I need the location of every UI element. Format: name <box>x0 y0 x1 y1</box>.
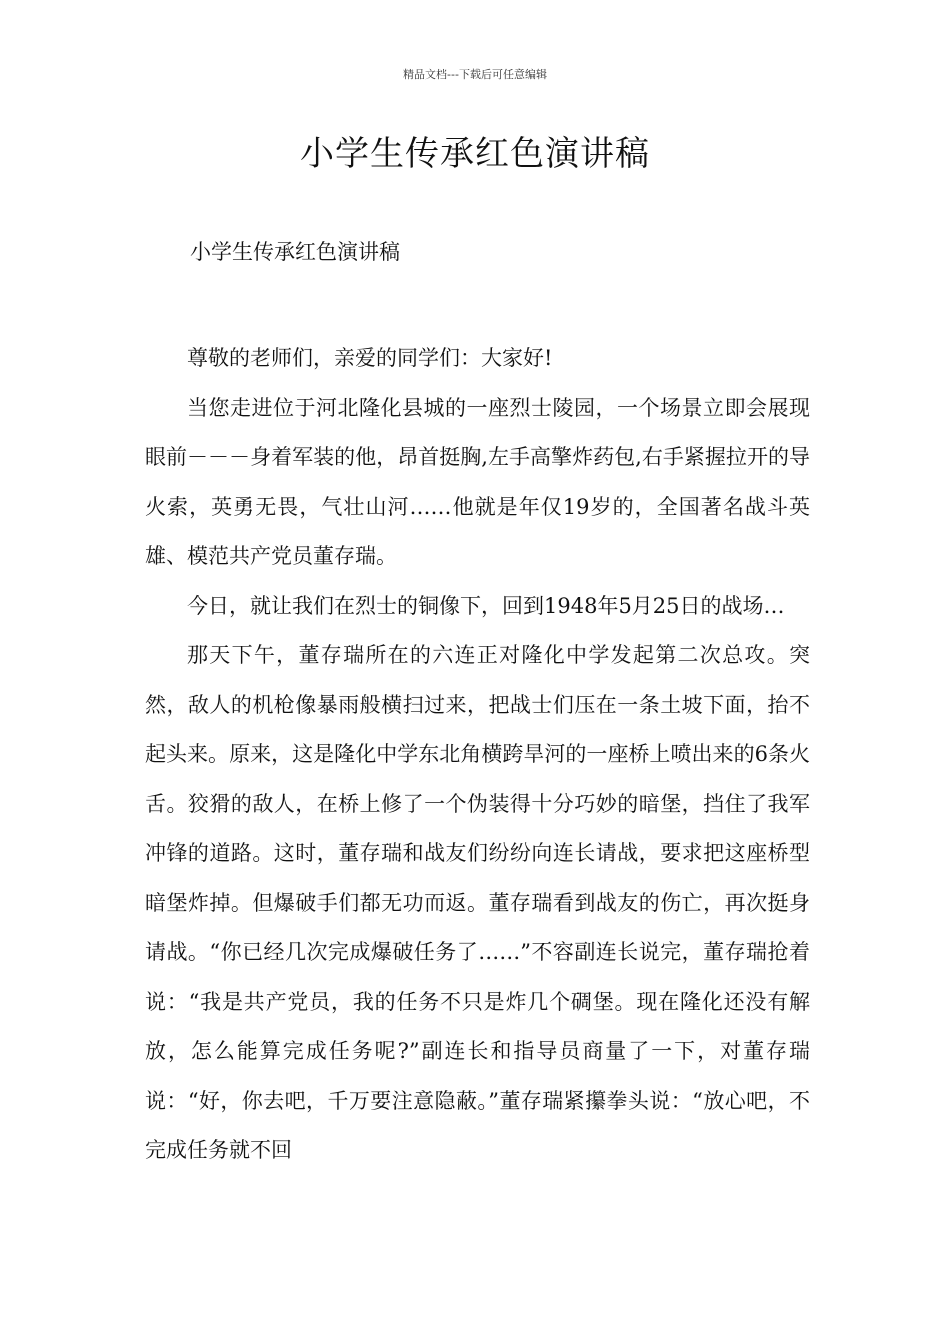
document-body <box>145 334 810 1176</box>
body-paragraph: 今日，就让我们在烈士的铜像下，回到1948年5月25日的战场… <box>187 593 785 618</box>
document-title: 小学生传承红色演讲稿 <box>300 134 650 174</box>
document-subtitle: 小学生传承红色演讲稿 <box>190 240 400 264</box>
body-paragraph: 那天下午，董存瑞所在的六连正对隆化中学发起第二次总攻。突然，敌人的机枪像暴雨般横扫过来，把战士们压在一条土坡下面，抬不起头来。原来，这是隆化中学东北角横跨旱河的一座桥上喷出来的6条火舌。狡猾的敌人，在桥上修了一个伪装得十分巧妙的暗堡，挡住了我军冲锋的道路。这时，董存瑞和战友们纷纷向连长请战，要求把这座桥型暗堡炸掉。但爆破手们都无功而返。董存瑞看到战友的伤亡，再次挺身请战。“你已经几次完成爆破任务了……”不容副连长说完，董存瑞抢着说：“我是共产党员，我的任务不只是炸几个碉堡。现在隆化还没有解放，怎么能算完成任务呢?”副连长和指导员商量了一下，对董存瑞说：“好，你去吧，千万要注意隐蔽。”董存瑞紧攥拳头说：“放心吧，不完成任务就不回 <box>145 643 810 1162</box>
header-note: 精品文档---下载后可任意编辑 <box>403 68 547 81</box>
body-paragraph: 当您走进位于河北隆化县城的一座烈士陵园，一个场景立即会展现眼前－－－身着军装的他，昂首挺胸,左手高擎炸药包,右手紧握拉开的导火索，英勇无畏，气壮山河……他就是年仅19岁的，全国著名战斗英雄、模范共产党员董存瑞。 <box>145 395 810 568</box>
greeting-paragraph: 尊敬的老师们，亲爱的同学们：大家好! <box>187 346 553 370</box>
